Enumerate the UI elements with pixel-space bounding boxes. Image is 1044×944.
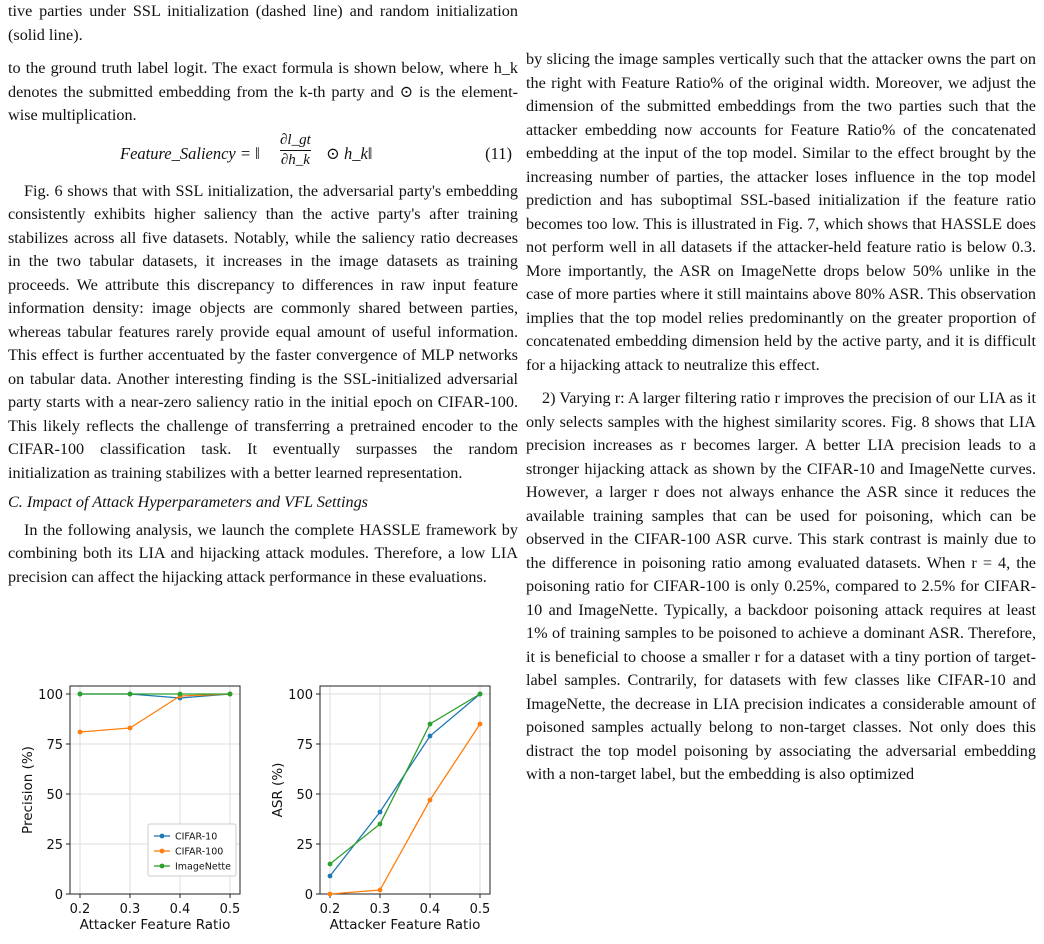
paragraph: 2) Varying r: A larger filtering ratio r improves the precision of our LIA as it only selects samples with the highest similarity scores. Fig. 8 shows that LIA precision increases as r becomes larger. A better LIA precision leads to a stronger hijacking attack as shown by the CIFAR-10 and ImageNette curves. However, a larger r does not always enhance the ASR since it reduces the available training samples that can be used for poisoning, which can be observed in the CIFAR-100 ASR curve. This stark contrast is mainly due to the difference in poisoning ratio among evaluated datasets. When r = 4, the poisoning ratio for CIFAR-100 is only 0.25%, compared to 2.5% for CIFAR-10 and ImageNette. Typically, a backdoor poisoning attack requires at least 1% of training samples to be poisoned to achieve a dominant ASR. Therefore, it is beneficial to choose a smaller r for a dataset with a tiny portion of target-label samples. Contrarily, for datasets with few classes like CIFAR-10 and ImageNette, the decrease in LIA precision indicates a considerable amount of poisoned samples actually belong to non-target classes. Not only does this distract the top model poisoning by associating the adversarial embedding with a non-target label, but the embedding is also optimized: [526, 389, 1036, 783]
data-point: [478, 722, 483, 727]
section-heading: C. Impact of Attack Hyperparameters and VFL Settings: [8, 493, 368, 511]
data-point: [178, 692, 183, 697]
legend-marker: [160, 864, 165, 869]
data-point: [328, 862, 333, 867]
x-tick-label: 0.2: [319, 902, 341, 917]
y-axis-label: Precision (%): [20, 746, 36, 834]
data-point: [378, 822, 383, 827]
x-axis-label: Attacker Feature Ratio: [79, 917, 231, 933]
equation-11: [8, 130, 518, 178]
y-tick-label: 0: [304, 888, 313, 903]
x-tick-label: 0.5: [219, 902, 241, 917]
y-tick-label: 100: [288, 688, 313, 703]
figure-7: [0, 672, 500, 944]
equation-fraction: [280, 132, 311, 169]
data-point: [378, 810, 383, 815]
data-point: [428, 798, 433, 803]
precision-chart: [0, 672, 250, 944]
data-point: [128, 692, 133, 697]
y-tick-label: 100: [38, 688, 63, 703]
y-tick-label: 50: [46, 788, 63, 803]
data-point: [128, 726, 133, 731]
data-point: [428, 722, 433, 727]
legend-marker: [160, 849, 165, 854]
y-tick-label: 75: [296, 738, 313, 753]
series-line-cifar-100: [80, 694, 230, 732]
data-point: [478, 692, 483, 697]
paragraph: by slicing the image samples vertically such that the attacker owns the part on the right with Feature Ratio% of the original width. Moreover, we adjust the dimension of the submitted embeddings from the two parties such that the attacker embedding now accounts for Feature Ratio% of the concatenated embedding at the input of the top model. Similar to the effect brought by the increasing number of parties, the attacker loses influence in the top model prediction and has suboptimal SSL-based initialization if the feature ratio becomes too low. This is illustrated in Fig. 7, which shows that HASSLE does not perform well in all datasets if the attacker-held feature ratio is below 0.3. More importantly, the ASR on ImageNette drops below 50% unlike in the case of more parties where it still maintains above 80% ASR. This observation implies that the top model relies predominantly on the greater proportion of concatenated embedding dimension held by the active party, and it is difficult for a hijacking attack to neutralize this effect.: [526, 50, 1036, 374]
series-line-cifar-10: [330, 694, 480, 876]
fraction-numerator: ∂l_gt: [280, 131, 311, 148]
y-tick-label: 50: [296, 788, 313, 803]
x-tick-label: 0.4: [419, 902, 441, 917]
paragraph: to the ground truth label logit. The exact formula is shown below, where h_k denotes the submitted embedding from the k-th party and ⊙ is the element-wise multiplication.: [8, 59, 518, 124]
equation-number: (11): [485, 143, 512, 163]
plot-frame: [320, 686, 490, 894]
x-tick-label: 0.3: [119, 902, 141, 917]
figure-caption-fragment: tive parties under SSL initialization (dashed line) and random initialization (solid line).: [8, 2, 518, 44]
data-point: [78, 730, 83, 735]
equation-rhs: ⊙ h_k‖: [326, 143, 373, 163]
data-point: [328, 874, 333, 879]
legend-marker: [160, 834, 165, 839]
legend-entry: ImageNette: [175, 861, 231, 873]
data-point: [378, 888, 383, 893]
y-tick-label: 75: [46, 738, 63, 753]
x-tick-label: 0.5: [469, 902, 491, 917]
fraction-denominator: ∂h_k: [280, 151, 310, 168]
y-axis-label: ASR (%): [270, 762, 286, 818]
x-tick-label: 0.4: [169, 902, 191, 917]
y-tick-label: 25: [296, 838, 313, 853]
data-point: [328, 892, 333, 897]
data-point: [428, 734, 433, 739]
legend-entry: CIFAR-100: [175, 846, 224, 858]
asr-chart: [250, 672, 500, 944]
data-point: [228, 692, 233, 697]
y-tick-label: 0: [54, 888, 63, 903]
paragraph: Fig. 6 shows that with SSL initialization, the adversarial party's embedding consistently exhibits higher saliency than the active party's after training stabilizes across all five datasets. Notably, while the saliency ratio decreases in the two tabular datasets, it increases in the image datasets as training proceeds. We attribute this discrepancy to differences in raw input feature information density: image objects are commonly shared between parties, whereas tabular features rarely provide equal amount of useful information. This effect is further accentuated by the faster convergence of MLP networks on tabular data. Another interesting finding is the SSL-initialized adversarial party starts with a near-zero saliency ratio in the initial epoch on CIFAR-100. This likely reflects the challenge of transferring a pretrained encoder to the CIFAR-100 classification task. It eventually surpasses the random initialization as training stabilizes with a better learned representation.: [8, 181, 518, 482]
data-point: [78, 692, 83, 697]
y-tick-label: 25: [46, 838, 63, 853]
series-line-cifar-100: [330, 724, 480, 894]
legend-entry: CIFAR-10: [175, 831, 218, 843]
right-column: [526, 0, 1036, 787]
paragraph: In the following analysis, we launch the complete HASSLE framework by combining both its LIA and hijacking attack modules. Therefore, a low LIA precision can affect the hijacking attack performance in these evaluations.: [8, 520, 518, 586]
equation-lhs: Feature_Saliency = ‖: [120, 143, 260, 163]
left-column: [8, 0, 518, 589]
x-axis-label: Attacker Feature Ratio: [329, 917, 481, 933]
series-line-imagenette: [330, 694, 480, 864]
x-tick-label: 0.2: [69, 902, 91, 917]
x-tick-label: 0.3: [369, 902, 391, 917]
